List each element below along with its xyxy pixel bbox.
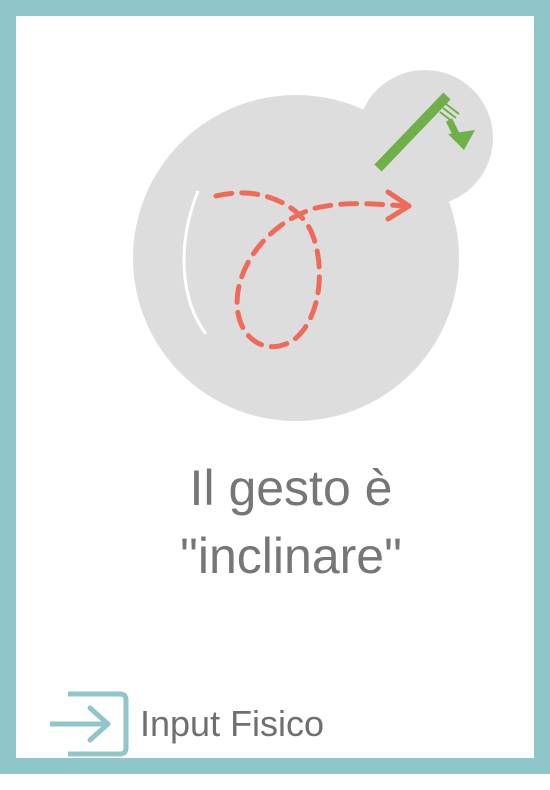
tilt-gesture-icon — [16, 16, 550, 790]
footer-label: Input Fisico — [140, 703, 325, 744]
gesture-title — [32, 454, 550, 590]
input-arrow-icon — [46, 684, 130, 764]
title-line-1: Il gesto è — [189, 460, 393, 516]
title-line-2: "inclinare" — [180, 528, 402, 584]
small-circle — [357, 70, 493, 206]
footer — [46, 684, 324, 764]
